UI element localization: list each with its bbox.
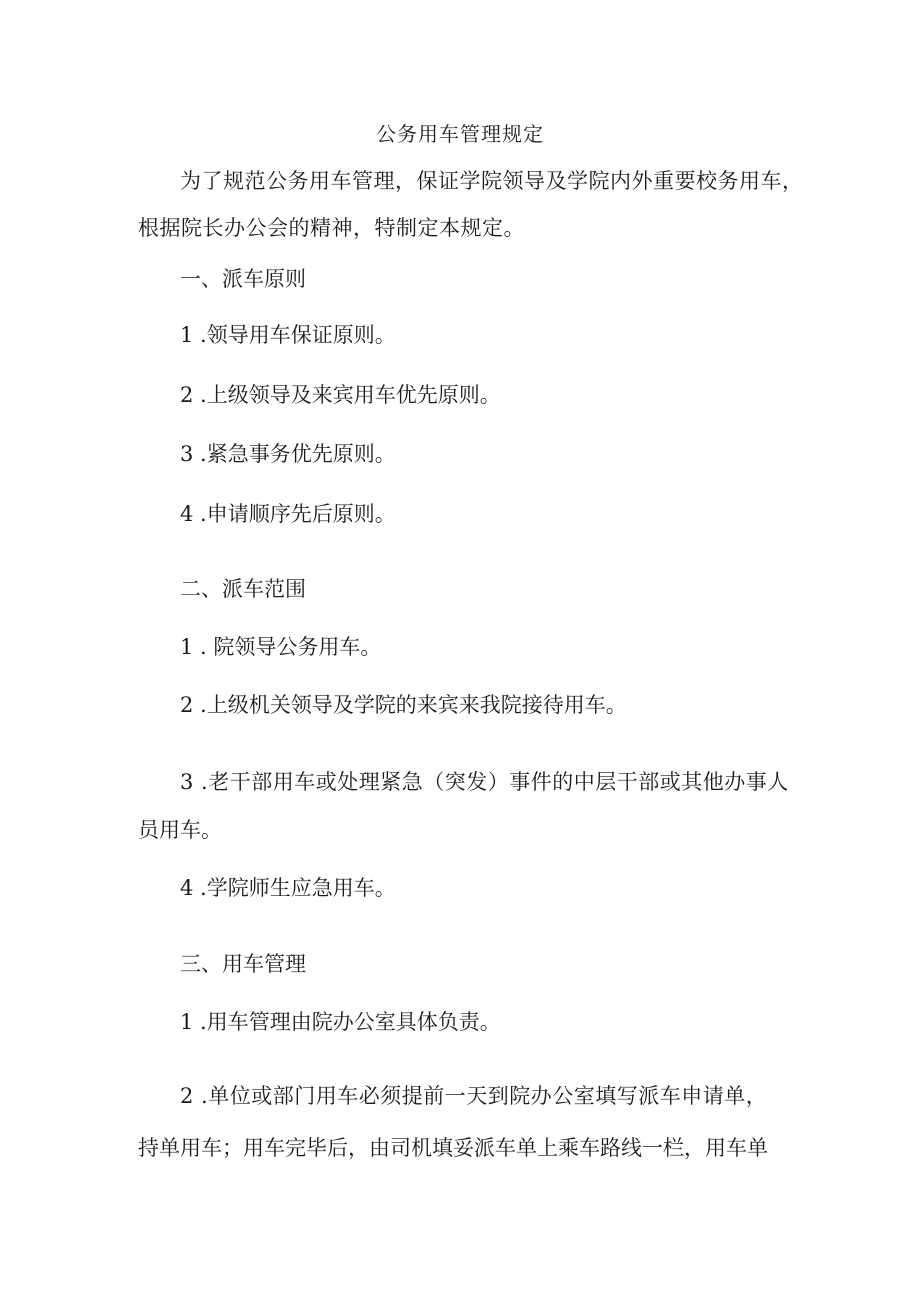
section-2-item-3-line-2: 员用车。	[138, 818, 222, 842]
section-1-item-4: 4 .申请顺序先后原则。	[180, 502, 396, 526]
section-3-item-2-line-1: 2 .单位或部门用车必须提前一天到院办公室填写派车申请单，	[180, 1084, 768, 1108]
intro-line-1: 为了规范公务用车管理，保证学院领导及学院内外重要校务用车，	[180, 169, 804, 193]
section-1-heading: 一、派车原则	[180, 267, 306, 291]
section-2-heading: 二、派车范围	[180, 577, 306, 601]
intro-line-2: 根据院长办公会的精神，特制定本规定。	[138, 216, 525, 240]
section-2-item-3-line-1: 3 .老干部用车或处理紧急（突发）事件的中层干部或其他办事人	[180, 770, 789, 794]
document-title: 公务用车管理规定	[376, 122, 544, 146]
section-2-item-4: 4 .学院师生应急用车。	[180, 876, 396, 900]
section-3-heading: 三、用车管理	[180, 952, 306, 976]
section-3-item-1: 1 .用车管理由院办公室具体负责。	[180, 1010, 501, 1034]
section-1-item-2: 2 .上级领导及来宾用车优先原则。	[180, 383, 501, 407]
section-2-item-2: 2 .上级机关领导及学院的来宾来我院接待用车。	[180, 693, 627, 717]
section-3-item-2-line-2: 持单用车；用车完毕后，由司机填妥派车单上乘车路线一栏，用车单	[138, 1136, 768, 1160]
section-1-item-1: 1 .领导用车保证原则。	[180, 323, 396, 347]
section-2-item-1: 1 . 院领导公务用车。	[180, 635, 382, 659]
section-1-item-3: 3 .紧急事务优先原则。	[180, 442, 396, 466]
